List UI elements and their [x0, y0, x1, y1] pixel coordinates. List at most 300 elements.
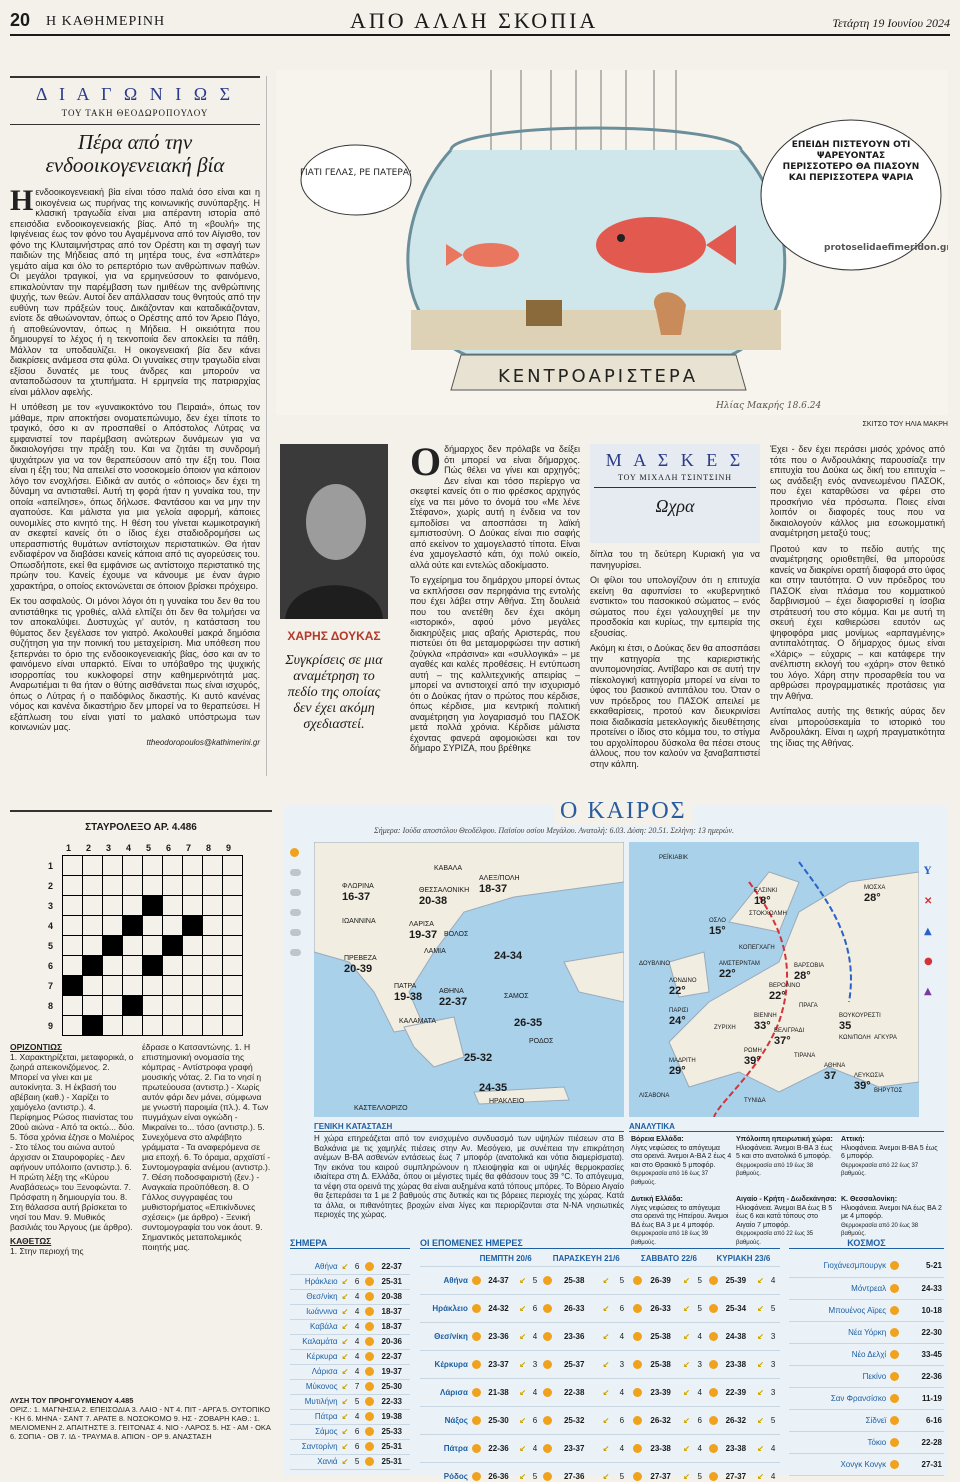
- city-name: ΙΩΑΝΝΙΝΑ: [342, 918, 376, 925]
- europe-city: [794, 1052, 815, 1060]
- wind-force: 4: [769, 1266, 780, 1294]
- portrait-box: [280, 444, 388, 794]
- city-name: ΛΑΜΙΑ: [424, 948, 446, 955]
- europe-city: [799, 1002, 818, 1010]
- table-row: [789, 1299, 944, 1321]
- temp-range: 26-32: [648, 1406, 681, 1434]
- crossword-cell[interactable]: [103, 956, 123, 976]
- wind-force: 7: [353, 1379, 364, 1394]
- crossword-cell[interactable]: [223, 856, 243, 876]
- crossword-cell[interactable]: [163, 936, 183, 956]
- crossword-cell[interactable]: [143, 996, 163, 1016]
- crossword-cell[interactable]: [123, 876, 143, 896]
- greece-city: [504, 992, 529, 1001]
- crossword-cell[interactable]: [163, 976, 183, 996]
- table-row: [420, 1462, 780, 1482]
- crossword-cell[interactable]: [203, 996, 223, 1016]
- europe-city: [669, 977, 697, 997]
- city-name: ΛΑΡΙΣΑ: [409, 921, 434, 928]
- temp-range: 24-38: [724, 1322, 756, 1350]
- crossword-cell[interactable]: [223, 936, 243, 956]
- table-row: [789, 1387, 944, 1409]
- temp-range: 21-38: [486, 1378, 517, 1406]
- section-title: ΑΠΟ ΑΛΛΗ ΣΚΟΠΙΑ: [350, 8, 599, 33]
- city-name: ΑΘΗΝΑ: [439, 988, 464, 995]
- crossword-cell[interactable]: [63, 916, 83, 936]
- paragraph-1: δίπλα του τη δεύτερη Κυριακή για να πανηγυρίσει.: [590, 549, 760, 570]
- wind-force: 4: [618, 1434, 631, 1462]
- city-name: ΚΑΛΑΜΑΤΑ: [399, 1018, 437, 1025]
- crossword-cell[interactable]: [223, 976, 243, 996]
- crossword-cell[interactable]: [163, 856, 183, 876]
- crossword-cell[interactable]: [83, 976, 103, 996]
- wind-arrow-icon: ↙: [681, 1322, 695, 1350]
- city-name: ΛΙΣΑΒΟΝΑ: [639, 1093, 670, 1099]
- sun-icon: [541, 1350, 562, 1378]
- city-temp: 20-39: [344, 963, 373, 975]
- crossword-col-number: 8: [206, 843, 212, 853]
- city-name: Σαν Φρανσίσκο: [789, 1387, 888, 1409]
- europe-city: [709, 917, 726, 937]
- temp-range: 26-33: [562, 1294, 601, 1322]
- wind-arrow-icon: ↙: [340, 1364, 353, 1379]
- crossword-cell[interactable]: [143, 976, 163, 996]
- almanac: Σήμερα: Ιούδα αποστόλου Θεοδέλφου. Παϊσίου οσίου Μεγάλου. Ανατολή: 6.03. Δύση: 20.51. Σελήνη: 13 ημερών.: [374, 826, 734, 835]
- wind-force: 6: [618, 1294, 631, 1322]
- weather-title: Ο ΚΑΙΡΟΣ: [554, 798, 693, 825]
- crossword-cell[interactable]: [103, 976, 123, 996]
- temp-range: 26-33: [648, 1294, 681, 1322]
- table-row: [420, 1406, 780, 1434]
- crossword-col-number: 1: [66, 843, 72, 853]
- crossword-cell[interactable]: [183, 936, 203, 956]
- city-name: ΚΟΠΕΓΧΑΓΗ: [739, 945, 775, 951]
- temp-range: 22-36: [486, 1434, 517, 1462]
- city-name: Ρόδος: [420, 1462, 470, 1482]
- sun-icon: [363, 1289, 379, 1304]
- city-name: ΗΡΑΚΛΕΙΟ: [489, 1098, 525, 1105]
- table-header: [420, 1251, 780, 1266]
- region-temp: Θερμοκρασία από 22 έως 37 βαθμούς.: [841, 1162, 919, 1177]
- crossword-cell[interactable]: [103, 876, 123, 896]
- crossword-cell[interactable]: [203, 896, 223, 916]
- crossword-cell[interactable]: [223, 956, 243, 976]
- crossword-cell[interactable]: [183, 896, 203, 916]
- crossword-cell[interactable]: [103, 1016, 123, 1036]
- wind-arrow-icon: ↙: [681, 1350, 695, 1378]
- temp-range: 25-34: [724, 1294, 756, 1322]
- crossword-cell[interactable]: [123, 956, 143, 976]
- table-row: [290, 1409, 410, 1424]
- greece-city: [489, 1097, 524, 1106]
- city-name: Νέο Δελχί: [789, 1343, 888, 1365]
- cartoon-signature: Ηλίας Μακρής 18.6.24: [716, 401, 822, 411]
- table-row: [420, 1266, 780, 1294]
- table-row: [789, 1365, 944, 1387]
- sun-icon: [470, 1322, 486, 1350]
- table-row: [789, 1321, 944, 1343]
- crossword-cell[interactable]: [223, 876, 243, 896]
- crossword-cell[interactable]: [63, 1016, 83, 1036]
- crossword-cell[interactable]: [143, 916, 163, 936]
- sun-icon: [363, 1304, 379, 1319]
- wind-arrow-icon: ↙: [755, 1350, 769, 1378]
- table-row: [420, 1294, 780, 1322]
- person-name: ΧΑΡΗΣ ΔΟΥΚΑΣ: [287, 629, 381, 643]
- city-temp: 22°: [669, 985, 686, 997]
- wind-force: 5: [353, 1454, 364, 1469]
- crossword-cell[interactable]: [123, 976, 143, 996]
- sun-icon: [363, 1424, 379, 1439]
- city-name: Κέρκυρα: [290, 1349, 340, 1364]
- solution-text: ΟΡΙΖ.: 1. ΜΑΓΝΗΣΙΑ 2. ΕΠΕΙΣΟΔΙΑ 3. ΛΑΙΟ - ΝΤ 4. ΠΙΤ - ΑΡΓΑ 5. ΟΥΤΟΠΙΚΟ - ΚΗ 6. ΜΗΝΑ - ΣΑΝΤ 7. ΑΡΑΤΕ 8. ΝΟΣΟΚΟΜΟ 9. ΗΣ - ΖΟΒΑΡΗ ΚΑΘ.: 1. ΜΕΛΙΟΜΕΝΗ 2. ΑΠΑΙΤΗΣΤΕ 3. ΓΕΙΤΟΝΑΣ 4. ΝΙΟ - ΛΑΡΟΣ 5. ΗΣ - ΑΜ - ΟΚΑ 6. ΣΟΠΙΑ - ΟΒ 7. ΙΔ - ΤΡΑΥΜΑ 8. ΑΠΙΟΝ - ΟΡ 9. ΑΝΑΣΤΑΣΗ: [10, 1405, 271, 1441]
- wind-force: 4: [531, 1322, 542, 1350]
- vertical-title: ΚΑΘΕΤΩΣ: [10, 1236, 52, 1246]
- sun-icon: [631, 1378, 648, 1406]
- wind-arrow-icon: ↙: [681, 1406, 695, 1434]
- crossword-cell[interactable]: [143, 956, 163, 976]
- crossword-cell[interactable]: [103, 856, 123, 876]
- crossword-cell[interactable]: [83, 1016, 103, 1036]
- city-name: ΕΛΣΙΝΚΙ: [754, 888, 778, 894]
- wind-force: 5: [695, 1462, 706, 1482]
- temp-range: 22-37: [380, 1349, 410, 1364]
- crossword-cell[interactable]: [83, 856, 103, 876]
- general-title: ΓΕΝΙΚΗ ΚΑΤΑΣΤΑΣΗ: [314, 1122, 624, 1132]
- crossword-cell[interactable]: [83, 936, 103, 956]
- wind-arrow-icon: ↙: [340, 1394, 353, 1409]
- paragraph-1: ενδοοικογενειακή βία είναι τόσο παλιά όσο είναι και η οικογένεια ως πυρήνας της κοινωνικής συνύπαρξης. Η κλασική τραγωδία είναι μια απέραντη ιστορία από επεισόδια ενδοοικογενειακής βίας. Από τη «βουλή» της Ιφιγένειας έως τον φόνο του Αγαμέμνονα από τον Αίγισθο, τον φόνο της Κλυταιμνήστρας από τον Ορέστη και τη σφαγή των παιδιών της Μήδειας από τη μητέρα τους, ένα «σπλάτερ» γεμάτο αίμα και όλο το ρεπερτόριο των ανθρώπινων παθών. Οι μεγάλοι τραγικοί, για να ερμηνεύσουν το φαινόμενο, επικαλούνταν την παρέμβαση των ημιθέων της ανθρώπινης ψυχής, των θεών. Αυτοί δεν απάλλασαν τους θνητούς από την ευθύνη των πράξεών τους. Δικάζονταν και καταδικάζονταν, ενίοτε δε αθωώνονταν, όπως ο Ορέστης από τον Άρειο Πάγο, ή αποθεώνονταν, όπως η Μήδεια. Η οικειότητα που δημιουργεί το λέχος ή η τεκνοποιία δεν αποκλείει τα πάθη. Μάλλον τα υποδαυλίζει. Η οικογενειακή βία δεν κάνει διακρίσεις ανάμεσα στα φύλα. Οι γυναίκες στην τραγωδία είναι εξίσου δυνατές με τους άνδρες και μπορούν να ανταποδώσουν τα χτυπήματα. Η ερμηνεία της πατριαρχίας είναι μάλλον αφελής.: [10, 187, 260, 397]
- sun-icon: [707, 1350, 724, 1378]
- temp-range: 27-37: [648, 1462, 681, 1482]
- city-name: ΣΑΜΟΣ: [504, 993, 529, 1000]
- table-row: [290, 1394, 410, 1409]
- wind-arrow-icon: ↙: [517, 1406, 531, 1434]
- city-name: Νέα Υόρκη: [789, 1321, 888, 1343]
- crossword-cell[interactable]: [123, 1016, 143, 1036]
- city-name: Θεσ/νίκη: [290, 1289, 340, 1304]
- city-name: Ιωάννινα: [290, 1304, 340, 1319]
- header-spacer: [420, 1251, 470, 1266]
- crossword-cell[interactable]: [223, 916, 243, 936]
- city-name: Τόκιο: [789, 1431, 888, 1453]
- temp-range: 20-38: [380, 1289, 410, 1304]
- wind-force: 5: [769, 1294, 780, 1322]
- crossword-cell[interactable]: [163, 896, 183, 916]
- sun-icon: [363, 1409, 379, 1424]
- byline: ΤΟΥ ΤΑΚΗ ΘΕΟΔΩΡΟΠΟΥΛΟΥ: [61, 108, 209, 118]
- city-name: ΒΕΡΟΛΙΝΟ: [769, 983, 801, 989]
- crossword-cell[interactable]: [123, 856, 143, 876]
- analytical-title: ΑΝΑΛΥΤΙΚΑ: [629, 1122, 944, 1132]
- sun-icon: [888, 1277, 907, 1299]
- solution-title: ΛΥΣΗ ΤΟΥ ΠΡΟΗΓΟΥΜΕΝΟΥ 4.485: [10, 1396, 134, 1405]
- wind-force: 4: [695, 1378, 706, 1406]
- crossword-cell[interactable]: [143, 1016, 163, 1036]
- crossword-grid[interactable]: [62, 855, 243, 1036]
- europe-city: [739, 944, 775, 952]
- greece-city: [354, 1104, 408, 1113]
- city-temp: 33°: [754, 1020, 771, 1032]
- temp-range: 25-38: [648, 1322, 681, 1350]
- city-name: ΜΑΔΡΙΤΗ: [669, 1058, 696, 1064]
- crossword-cell[interactable]: [143, 856, 163, 876]
- crossword-cell[interactable]: [83, 876, 103, 896]
- weather-section: [284, 798, 948, 1481]
- crossword-cell[interactable]: [143, 896, 163, 916]
- storm-icon: [290, 929, 301, 936]
- crossword-cell[interactable]: [163, 1016, 183, 1036]
- sun-icon: [363, 1274, 379, 1289]
- crossword-cell[interactable]: [103, 896, 123, 916]
- doukas-article: Οδήμαρχος δεν πρόλαβε να δείξει ότι μπορεί να είναι δήμαρχος. Πώς θέλει να γίνει και αρχηγός; Δεν είναι και τόσο περίεργο να σκεφτεί κανείς ότι ο πιο φρέσκος αρχηγός είχε να πει μόνο το όνομά του «Με λένε Στέφανο», χωρίς αυτή η ένδεια να τον εμποδίσει να αποσπάσει τη λαϊκή εμπιστοσύνη. Ο Δούκας είναι πιο σαφής από εκείνον το χαμογελαστό τίποτα. Είναι ένα χαμογελαστό κάτι, όχι πολύ οικείο, αλλά ούτε και εντελώς αδοκίμαστο. Το εγχείρημα του δημάρχου μπορεί όντως να εκπλήσσει σαν περηφάνια της εντολής που έχει λάβει στην Αθήνα. Στη δουλειά που του ανετέθη δεν έχει ακόμη «ιστορικό», αφού μόνο μεγάλες διακηρύξεις μιας αβαής Αριστεράς, που πιστεύει ότι θα μεταμορφώσει την αστική ζούγκλα «πράσινα» και «συλλογικά» – με αγαθές και καλές προθέσεις. Η εντύπωση αυτή – της καλλιτεχνικής απειρίας – μπορεί να αντιστοιχεί από την ισχυρισμό ότι ο Δούκας ήταν ο πρώτος που κέρδισε, όπως κέρδισε, μια κεντρική πολιτική αναμέτρηση για λογαριασμό του ΠΑΣΟΚ μετά πολλά χρόνια. Κέρδισε μάλιστα έχοντας φανερά αφομοιώσει και τον δήμαρο ΣΥΡΙΖΑ, που βρέθηκε: [410, 439, 580, 753]
- wind-arrow-icon: ↙: [755, 1406, 769, 1434]
- city-name: ΡΟΔΟΣ: [529, 1038, 554, 1045]
- wind-arrow-icon: ↙: [601, 1378, 618, 1406]
- bubble-left: ΓΙΑΤΙ ΓΕΛΑΣ, ΡΕ ΠΑΤΕΡΑ;: [300, 168, 412, 178]
- column-divider: [266, 76, 267, 776]
- city-name: ΡΕΪΚΙΑΒΙΚ: [659, 855, 689, 861]
- crossword: [10, 810, 272, 1475]
- crossword-cell[interactable]: [83, 916, 103, 936]
- city-name: Νάξος: [420, 1406, 470, 1434]
- wind-force: 6: [531, 1294, 542, 1322]
- crossword-cell[interactable]: [123, 896, 143, 916]
- crossword-cell[interactable]: [163, 876, 183, 896]
- sun-icon: [707, 1266, 724, 1294]
- crossword-cell[interactable]: [203, 856, 223, 876]
- greece-city-labels: [314, 842, 624, 1117]
- crossword-cell[interactable]: [203, 916, 223, 936]
- wind-arrow-icon: ↙: [601, 1350, 618, 1378]
- wind-arrow-icon: ↙: [681, 1266, 695, 1294]
- crossword-cell[interactable]: [103, 936, 123, 956]
- city-name: Καλαμάτα: [290, 1334, 340, 1349]
- crossword-cell[interactable]: [63, 896, 83, 916]
- wind-force: 6: [353, 1439, 364, 1454]
- crossword-cell[interactable]: [83, 956, 103, 976]
- city-temp: 24-34: [494, 950, 523, 962]
- paragraph-6: Αντίπαλος αυτής της θετικής αύρας δεν είναι μπορούσεκαμία το ιστορικό του Ανδρουλάκη. Είναι η ωχρή πραγματικότητα της ίδιας της Αθήνας.: [770, 706, 945, 748]
- article-body: Ηενδοοικογενειακή βία είναι τόσο παλιά όσο είναι και η οικογένεια ως πυρήνας της κοινωνικής συνύπαρξης. Η κλασική τραγωδία είναι μια απέραντη ιστορία από επεισόδια ενδοοικογενειακής βίας. Από τη «βουλή» της Ιφιγένειας έως τον φόνο του Αγαμέμνονα από τον Αίγισθο, τον φόνο της Κλυταιμνήστρας από τον Ορέστη και τη σφαγή των παιδιών της Μήδειας από τη μητέρα τους, ένα «σπλάτερ» γεμάτο αίμα και όλο το ρεπερτόριο των ανθρώπινων παθών. Οι μεγάλοι τραγικοί, για να ερμηνεύσουν το φαινόμενο, επικαλούνταν την παρέμβαση των ημιθέων της ανθρώπινης ψυχής, των θεών. Αυτοί δεν απάλλασαν τους θνητούς από την ευθύνη των πράξεών τους. Δικάζονταν και καταδικάζονταν, ενίοτε δε αθωώνονταν, όπως ο Ορέστης από τον Άρειο Πάγο, ή αποθεώνονταν, όπως η Μήδεια. Η οικειότητα που δημιουργεί το λέχος ή η τεκνοποιία δεν αποκλείει τα πάθη. Μάλλον τα υποδαυλίζει. Η οικογενειακή βία δεν κάνει διακρίσεις ανάμεσα στα φύλα. Οι γυναίκες στην τραγωδία είναι εξίσου δυνατές με τους άνδρες και μπορούν να ανταποδώσουν τα χτυπήματα. Η ερμηνεία της πατριαρχίας είναι μάλλον αφελής. Η υπόθεση με τον «γυναικοκτόνο του Πειραιά», όπως τον μάθαμε, πριν αποκτήσει ονοματεπώνυμο, δεν έχει τίποτε το τραγικό, όσο κι αν προσπαθεί ο Απόστολος Λύτρας να εμφανιστεί τον παρέμβαση ανώτερων δυνάμεων για να δικαιολογήσει την πράξη του. Και να ζητάει τη συνδρομή ψυχιάτρων για να τον θεραπεύσουν από την έξη του. Ποια είναι η έξη του; Να απειλεί στο νοσοκομείο όποιον για κάποιον λόγο τον ενοχλήσει. Ειδικά αν αυτός ο «όποιος» δεν έχει τη δύναμη να αντισταθεί. Αυτή τη φορά ήταν η γυναίκα του, την οποία «απείλησε», όπως δήλωσε. Φαντάσου και να μην την αγαπούσε. Και μάλιστα για μια γελοία αφορμή, κάποιες ουνομιλίες στο κινητό της. Η θέση του γίνεται κωμικοτραγική αν σκεφτεί κανείς ότι ο ίδιος έχει σταδιοδρομήσει ως υπερασπιστής θυμάτων αντίστοιχων περιστατικών. Θα ήταν ενδιαφέρον να διαβάσει κανείς κάποια από τις αγορεύσεις του. Οπωσδήποτε, εκεί θα εμφάνισε ως αντίστοιχο περιστατικό της πρώην του. Κανείς έχουμε να κάνουμε με έναν άγριο χαρακτήρα, ο οποίος εκτονώνεται σε όποιον βρίσκει πρόχειρο. Εκ του ασφαλούς. Οι μόνοι λόγοι ότι η γυναίκα του δεν θα του αντιστάθηκε τις γροθιές, αλλά ελπίζει ότι δεν θα τολμήσει να τον αποκαλύψει. Δυστυχώς γι’ αυτόν, η κατάσταση του θύματος δεν ξεγέλασε τον γιατρό. Ακολουθεί μακρά δημόσια συζήτηση για την ποινική του μεταχείριση. Μια υπόθεση που ξεπερνάει το όριο της ενδοοικογενειακής βίας, όσο και αν το φαινόμενο είναι υπαρκτό. Είναι το υπόβαθρο της ψυχικής ισορροπίας του κυκλοφορεί στην καθημερινότητά μας. Αναρωτιέμαι τι θα ήταν ο θύτης αισθάνεται πως είναι ισχυρός, όπως ο Λύτρας ή ο παιδόφιλος δικαστής. Κι αυτό κανένας νόμος και κανένα δικαστήριο δεν μπορεί να το θεραπεύσει. Η εξάπλωση του είναι γιατί το μαλακό υπόστρωμα των κοινωνιών μας. ttheodoropoulos@kathimerini.gr: [10, 184, 260, 747]
- wind-arrow-icon: ↙: [340, 1379, 353, 1394]
- city-temp: 19-37: [409, 929, 438, 941]
- city-name: ΠΑΡΙΣΙ: [669, 1008, 689, 1014]
- wind-arrow-icon: ↙: [601, 1266, 618, 1294]
- crossword-cell[interactable]: [203, 876, 223, 896]
- crossword-cell[interactable]: [163, 996, 183, 1016]
- crossword-cell[interactable]: [123, 996, 143, 1016]
- crossword-cell[interactable]: [63, 976, 83, 996]
- city-name: ΡΩΜΗ: [744, 1048, 762, 1054]
- city-name: ΒΕΛΙΓΡΑΔΙ: [774, 1028, 805, 1034]
- region-name: Υπόλοιπη ηπειρωτική χώρα:: [736, 1136, 833, 1143]
- temp-range: 24-33: [908, 1277, 944, 1299]
- city-temp: 15°: [709, 925, 726, 937]
- europe-city: [659, 854, 688, 862]
- crossword-cell[interactable]: [203, 956, 223, 976]
- wind-arrow-icon: ↙: [340, 1274, 353, 1289]
- author-email[interactable]: ttheodoropoulos@kathimerini.gr: [146, 737, 260, 747]
- greece-city: [342, 882, 374, 903]
- paragraph-1: δήμαρχος δεν πρόλαβε να δείξει ότι μπορεί να είναι δήμαρχος. Πώς θέλει να γίνει και αρχηγός; Δεν είναι και τόσο περίεργο να σκεφτεί κανείς ότι ο πιο φρέσκος αρχηγός είχε να πει μόνο το όνομά του «Με λένε Στέφανο», χωρίς αυτή η ένδεια να τον εμποδίσει να αποσπάσει τη λαϊκή εμπιστοσύνη. Ο Δούκας είναι πιο σαφής από εκείνον το χαμογελαστό τίποτα. Είναι ένα χαμογελαστό κάτι, όχι πολύ οικείο, αλλά ούτε και εντελώς αδοκίμαστο.: [410, 444, 580, 570]
- crossword-cell[interactable]: [183, 856, 203, 876]
- crossword-cell[interactable]: [203, 1016, 223, 1036]
- city-temp: 28°: [794, 970, 811, 982]
- europe-city: [669, 1057, 696, 1077]
- wind-arrow-icon: ↙: [517, 1434, 531, 1462]
- wind-arrow-icon: ↙: [755, 1378, 769, 1406]
- crossword-cell[interactable]: [183, 916, 203, 936]
- crossword-cell[interactable]: [183, 876, 203, 896]
- table-row: [420, 1350, 780, 1378]
- cartoon-drawing: [276, 70, 948, 415]
- table-row: [290, 1289, 410, 1304]
- crossword-cell[interactable]: [63, 856, 83, 876]
- crossword-cell[interactable]: [163, 956, 183, 976]
- crossword-cell[interactable]: [143, 936, 163, 956]
- city-name: ΣΤΟΚΧΟΛΜΗ: [749, 911, 787, 917]
- crossword-cell[interactable]: [123, 936, 143, 956]
- general-text: Η χώρα επηρεάζεται από τον ενισχυμένο συνδυασμό των υψηλών πιέσεων στα Β Βαλκάνια με τις χαμηλές πιέσεις στην Αν. Μεσόγειο, με συνέπεια την επικράτηση ανέμων Β-ΒΑ ασθενών εντάσεως έως 7 μποφόρ (ανατολικά και νότια διαμερίσματα). Την εικόνα του καιρού συμπληρώνουν η πλειοψηφία και οι υψηλές θερμοκρασίες ιδιαίτερα στη Δ. Ελλάδα, όπου οι μέγιστες τιμές θα φθάσουν τους 39 °C. Το απόγευμα, τα νέφη στα ορεινά της χώρας θα είναι αυξημένα κατά τόπους μπόρες. Το Βόρειο Αιγαίο θα ξεπεράσει τα 1 με 2 βαθμούς στις δυτικές και τις βόρειες περιοχές της χώρας. Κατά τα άλλα, οι πιθανότητες βροχών είναι λίγες και περιορίζονται στα Ν-ΝΑ νησιωτικές περιοχές της χώρας.: [314, 1134, 624, 1219]
- wind-arrow-icon: ↙: [517, 1322, 531, 1350]
- crossword-cell[interactable]: [183, 976, 203, 996]
- city-temp: 20-38: [419, 895, 448, 907]
- crossword-cell[interactable]: [183, 1016, 203, 1036]
- wind-force: 4: [769, 1462, 780, 1482]
- region-forecast: [839, 1134, 944, 1194]
- wind-arrow-icon: ↙: [681, 1462, 695, 1482]
- city-temp: 22-37: [439, 996, 468, 1008]
- temp-range: 20-36: [380, 1334, 410, 1349]
- wind-arrow-icon: ↙: [681, 1294, 695, 1322]
- table-row: [290, 1364, 410, 1379]
- crossword-cell[interactable]: [103, 916, 123, 936]
- wind-force: 4: [531, 1434, 542, 1462]
- region-name: Κ. Θεσσαλονίκη:: [841, 1196, 898, 1203]
- region-temp: Θερμοκρασία από 22 έως 35 βαθμούς.: [736, 1231, 814, 1246]
- temp-range: 18-37: [380, 1304, 410, 1319]
- wind-arrow-icon: ↙: [340, 1454, 353, 1469]
- wind-force: 5: [531, 1462, 542, 1482]
- europe-city: [639, 960, 670, 968]
- crossword-cell[interactable]: [163, 916, 183, 936]
- crossword-cell[interactable]: [123, 916, 143, 936]
- crossword-row-number: 9: [48, 1021, 54, 1031]
- city-name: Γιοχάνεσμπουργκ: [789, 1255, 888, 1277]
- sun-icon: [707, 1378, 724, 1406]
- column-title: Μ Α Σ Κ Ε Σ: [605, 450, 745, 470]
- temp-range: 25-31: [380, 1274, 410, 1289]
- city-temp: 19-38: [394, 991, 423, 1003]
- sun-icon: [470, 1406, 486, 1434]
- wind-force: 4: [353, 1409, 364, 1424]
- city-temp: 25-32: [464, 1052, 493, 1064]
- region-text: Λίγες νεφώσεις το απόγευμα στα ορεινά. Άνεμοι Α-ΒΑ 2 έως 4 και στο Θρακικό 5 μποφόρ.: [631, 1144, 732, 1169]
- crossword-cell[interactable]: [223, 896, 243, 916]
- wind-force: 4: [531, 1378, 542, 1406]
- crossword-cell[interactable]: [203, 976, 223, 996]
- crossword-cell[interactable]: [63, 936, 83, 956]
- temp-range: 23-38: [648, 1434, 681, 1462]
- crossword-cell[interactable]: [143, 876, 163, 896]
- crossword-cell[interactable]: [83, 996, 103, 1016]
- crossword-cell[interactable]: [203, 936, 223, 956]
- crossword-cell[interactable]: [223, 1016, 243, 1036]
- sun-icon: [541, 1462, 562, 1482]
- wind-arrow-icon: ↙: [681, 1378, 695, 1406]
- temp-range: 10-18: [908, 1299, 944, 1321]
- region-name: Αιγαίο - Κρήτη - Δωδεκάνησα:: [736, 1196, 837, 1203]
- temp-range: 27-31: [908, 1453, 944, 1475]
- europe-city: [794, 962, 824, 982]
- sun-icon: [631, 1322, 648, 1350]
- europe-city: [744, 1097, 766, 1105]
- sun-icon: [707, 1434, 724, 1462]
- paragraph-3: Εκ του ασφαλούς. Οι μόνοι λόγοι ότι η γυναίκα του δεν θα του αντιστάθηκε τις γροθιές, αλλά ελπίζει ότι δεν θα τολμήσει να τον αποκαλύψει. Δυστυχώς γι’ αυτόν, η κατάσταση του θύματος δεν ξεγέλασε τον γιατρό. Ακολουθεί μακρά δημόσια συζήτηση για την ποινική του μεταχείριση. Μια υπόθεση που ξεπερνάει το όριο της ενδοοικογενειακής βίας, όσο και αν το φαινόμενο είναι υπαρκτό. Είναι το υπόβαθρο της ψυχικής ισορροπίας του κυκλοφορεί στην καθημερινότητά μας. Αναρωτιέμαι τι θα ήταν ο θύτης αισθάνεται πως είναι ισχυρός, όπως ο Λύτρας ή ο παιδόφιλος δικαστής. Κι αυτό κανένας νόμος και κανένα δικαστήριο δεν μπορεί να το θεραπεύσει. Η εξάπλωση του είναι γιατί το μαλακό υπόστρωμα των κοινωνιών μας.: [10, 596, 260, 732]
- crossword-cell[interactable]: [83, 896, 103, 916]
- wind-arrow-icon: ↙: [340, 1334, 353, 1349]
- city-name: ΒΟΥΚΟΥΡΕΣΤΙ: [839, 1013, 881, 1019]
- next-days-table: [420, 1251, 780, 1482]
- city-temp: 39°: [744, 1055, 761, 1067]
- wind-arrow-icon: ↙: [517, 1350, 531, 1378]
- crossword-cell[interactable]: [103, 996, 123, 1016]
- wind-arrow-icon: ↙: [601, 1462, 618, 1482]
- crossword-cell[interactable]: [223, 996, 243, 1016]
- europe-city: [769, 982, 800, 1002]
- crossword-cell[interactable]: [63, 996, 83, 1016]
- sun-icon: [888, 1343, 907, 1365]
- crossword-cell[interactable]: [63, 876, 83, 896]
- crossword-cell[interactable]: [63, 956, 83, 976]
- sun-icon: [888, 1387, 907, 1409]
- city-name: ΤΙΡΑΝΑ: [794, 1053, 816, 1059]
- city-name: Λάρισα: [420, 1378, 470, 1406]
- temp-range: 26-32: [724, 1406, 756, 1434]
- city-name: Λάρισα: [290, 1364, 340, 1379]
- europe-city: [719, 960, 760, 980]
- wind-arrow-icon: ↙: [601, 1322, 618, 1350]
- temp-range: 22-30: [908, 1321, 944, 1343]
- crossword-cell[interactable]: [183, 956, 203, 976]
- region-name: Αττική:: [841, 1136, 865, 1143]
- wind-arrow-icon: ↙: [340, 1304, 353, 1319]
- city-name: Σίδνεϊ: [789, 1409, 888, 1431]
- sun-icon: [707, 1462, 724, 1482]
- city-temp: 18-37: [479, 883, 508, 895]
- temp-range: 6-16: [908, 1409, 944, 1431]
- table-row: [420, 1434, 780, 1462]
- temp-range: 27-37: [724, 1462, 756, 1482]
- europe-city: [774, 1027, 804, 1047]
- sun-icon: [363, 1334, 379, 1349]
- wind-arrow-icon: ↙: [340, 1424, 353, 1439]
- crossword-col-number: 9: [226, 843, 232, 853]
- paragraph-5: Προτού καν το πεδίο αυτής της αναμέτρησης οριοθετηθεί, θα μπορούσε κανείς να διακρίνει ορατή διαφορά στο ύφος και στην ταυτότητα. Ο νυν πρόεδρος του ΠΑΣΟΚ είναι πλάσμα του κομματικού δαρβινισμού – έχει διαφορισθεί η ίσοβια στράτευσή του στο κόμμα. Και με αυτή τη σκευή έχει καθιερώσει εαυτόν ως ψηφοφόρα μιας μονίμως «αρπαγμένης» αντιπαλότητας. Ο δήμαρχος όμως είναι «Χάρις» – εύχαρις – και κατάφερε την ανέλπιστη εκλογή του «χάρη» στον θετικό του λόγο. Χάρη στην προσαρθεία του να αρθρώσει προγραμματικές προτάσεις για την Αθήνα.: [770, 543, 945, 701]
- sun-icon: [631, 1350, 648, 1378]
- wind-force: 4: [618, 1322, 631, 1350]
- wind-force: 6: [618, 1406, 631, 1434]
- table-row: [290, 1304, 410, 1319]
- crossword-row-number: 3: [48, 901, 54, 911]
- crossword-col-number: 4: [126, 843, 132, 853]
- wind-force: 4: [353, 1364, 364, 1379]
- wind-force: 4: [695, 1434, 706, 1462]
- page-header: [10, 6, 950, 36]
- wind-arrow-icon: ↙: [340, 1289, 353, 1304]
- crossword-cell[interactable]: [183, 996, 203, 1016]
